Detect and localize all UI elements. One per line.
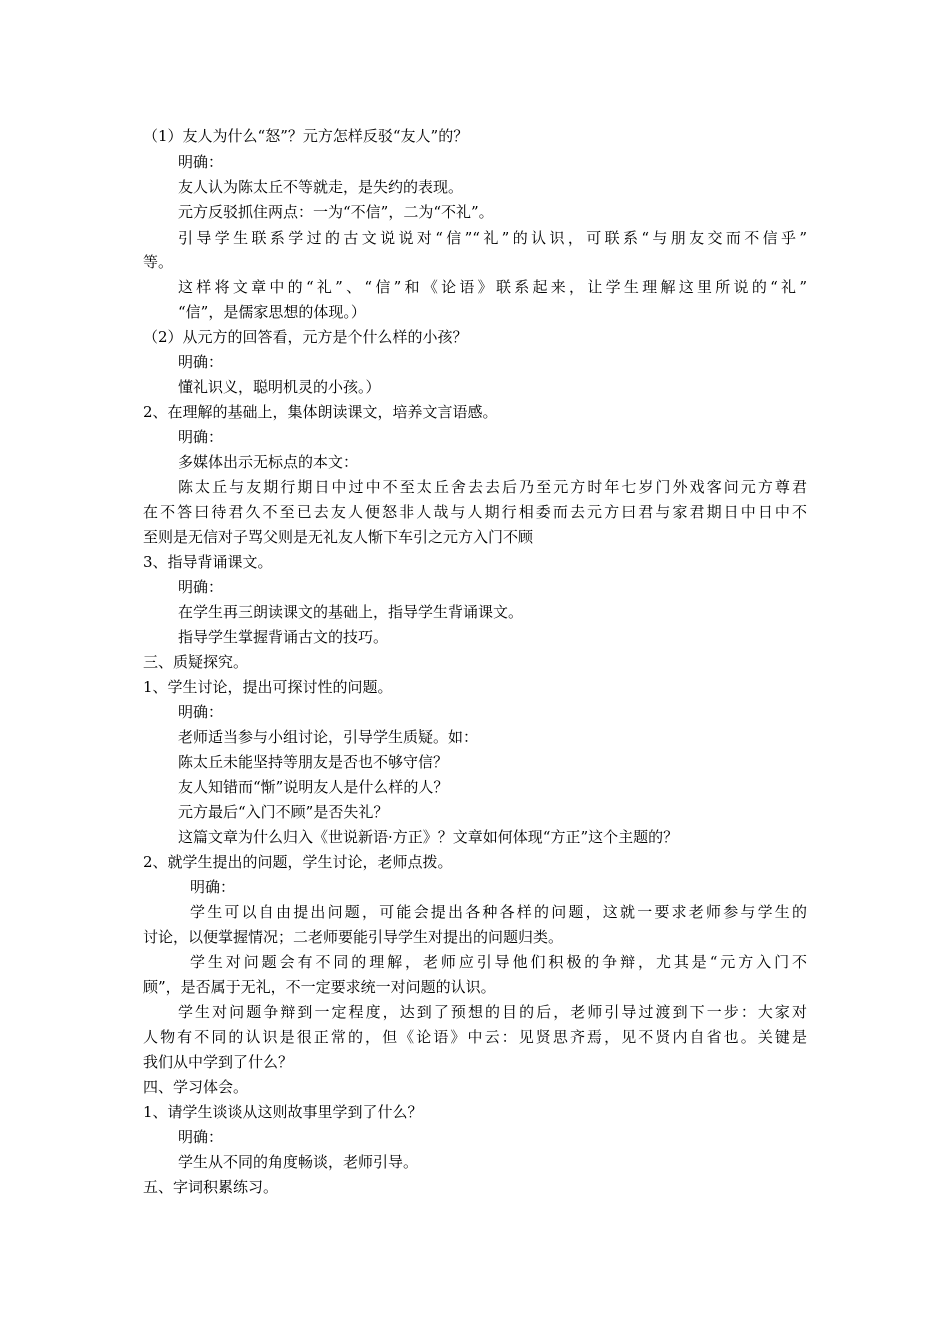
- step-heading: 2、在理解的基础上，集体朗读课文，培养文言语感。: [143, 403, 498, 421]
- answer-label: 明确：: [178, 153, 224, 171]
- text-line: 讨论，以便掌握情况；二老师要能引导学生对提出的问题归类。: [143, 928, 564, 946]
- section-heading: 五、字词积累练习。: [143, 1178, 279, 1196]
- text-line: 学生可以自由提出问题，可能会提出各种各样的问题，这就一要求老师参与学生的: [190, 903, 807, 921]
- step-heading: 3、指导背诵课文。: [143, 553, 273, 571]
- answer-label: 明确：: [178, 703, 224, 721]
- question-2-heading: （2）从元方的回答看，元方是个什么样的小孩？: [143, 328, 468, 346]
- text-line: 多媒体出示无标点的本文：: [178, 453, 359, 471]
- answer-label: 明确：: [178, 1128, 224, 1146]
- section-heading: 四、学习体会。: [143, 1078, 249, 1096]
- text-line: 学生从不同的角度畅谈，老师引导。: [178, 1153, 419, 1171]
- text-line: 元方反驳抓住两点：一为“不信”，二为“不礼”。: [178, 203, 494, 221]
- text-line: 顾”，是否属于无礼，不一定要求统一对问题的认识。: [143, 978, 496, 996]
- text-line: 友人知错而“惭”说明友人是什么样的人？: [178, 778, 449, 796]
- step-heading: 1、学生讨论，提出可探讨性的问题。: [143, 678, 393, 696]
- answer-label: 明确：: [178, 578, 224, 596]
- text-line: 老师适当参与小组讨论，引导学生质疑。如：: [178, 728, 479, 746]
- text-line: 陈太丘未能坚持等朋友是否也不够守信？: [178, 753, 449, 771]
- text-line: 等。: [143, 253, 174, 271]
- step-heading: 1、请学生谈谈从这则故事里学到了什么？: [143, 1103, 423, 1121]
- text-line: 在学生再三朗读课文的基础上，指导学生背诵课文。: [178, 603, 524, 621]
- answer-label: 明确：: [190, 878, 236, 896]
- text-line: 这篇文章为什么归入《世说新语·方正》？文章如何体现“方正”这个主题的？: [178, 828, 679, 846]
- text-line: 人物有不同的认识是很正常的，但《论语》中云：见贤思齐焉，见不贤内自省也。关键是: [143, 1028, 807, 1046]
- question-1-heading: （1）友人为什么“怒”？元方怎样反驳“友人”的？: [143, 127, 469, 145]
- section-heading: 三、质疑探究。: [143, 653, 249, 671]
- text-line: 元方最后“入门不顾”是否失礼？: [178, 803, 389, 821]
- classical-text-line: 陈太丘与友期行期日中过中不至太丘舍去去后乃至元方时年七岁门外戏客问元方尊君: [178, 478, 807, 496]
- text-line: 引导学生联系学过的古文说说对“信”“礼”的认识，可联系“与朋友交而不信乎”: [178, 229, 807, 247]
- text-line: “信”，是儒家思想的体现。）: [178, 303, 366, 321]
- answer-label: 明确：: [178, 353, 224, 371]
- text-line: 友人认为陈太丘不等就走，是失约的表现。: [178, 178, 464, 196]
- step-heading: 2、就学生提出的问题，学生讨论，老师点拨。: [143, 853, 453, 871]
- answer-label: 明确：: [178, 428, 224, 446]
- text-line: 我们从中学到了什么？: [143, 1053, 294, 1071]
- text-line: 学生对问题会有不同的理解，老师应引导他们积极的争辩，尤其是“元方入门不: [190, 953, 807, 971]
- classical-text-line: 至则是无信对子骂父则是无礼友人惭下车引之元方入门不顾: [143, 528, 534, 546]
- text-line: 这样将文章中的“礼”、“信”和《论语》联系起来，让学生理解这里所说的“礼”: [178, 278, 807, 296]
- text-line: 学生对问题争辩到一定程度，达到了预想的目的后，老师引导过渡到下一步：大家对: [178, 1003, 807, 1021]
- classical-text-line: 在不答曰待君久不至已去友人便怒非人哉与人期行相委而去元方曰君与家君期日中日中不: [143, 503, 807, 521]
- text-line: 指导学生掌握背诵古文的技巧。: [178, 628, 389, 646]
- text-line: 懂礼识义，聪明机灵的小孩。）: [178, 378, 381, 396]
